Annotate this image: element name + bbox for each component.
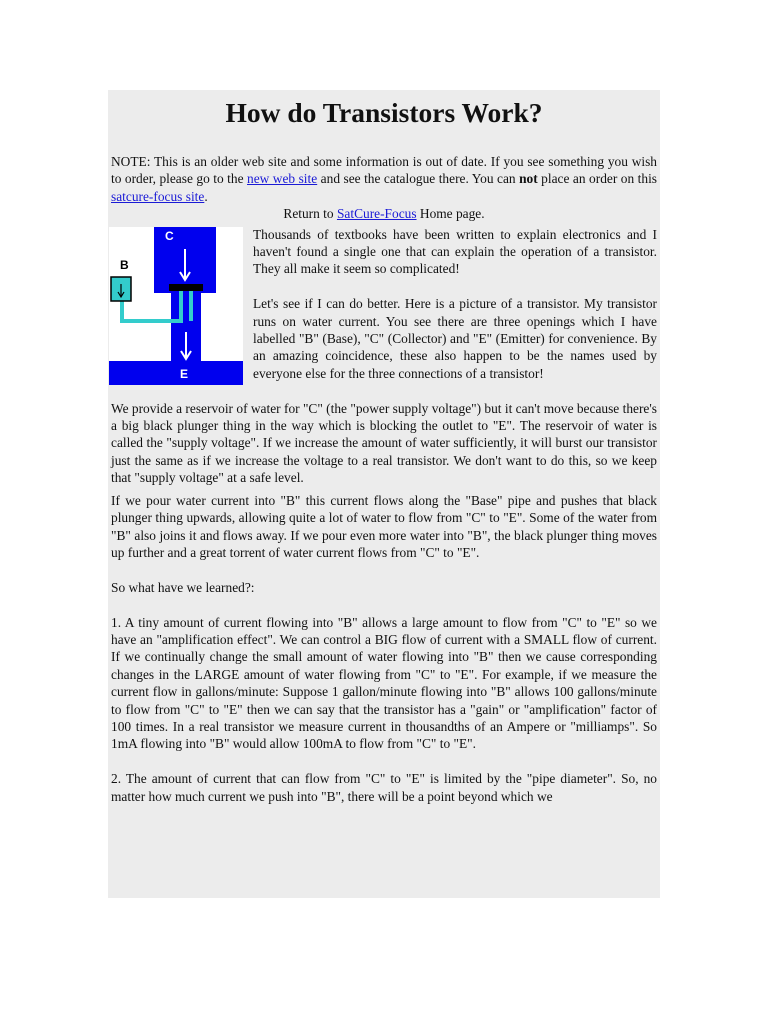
base-pipe-horizontal	[120, 319, 183, 323]
new-web-site-link[interactable]: new web site	[247, 171, 318, 187]
note-text-mid: and see the catalogue there. You can	[317, 171, 520, 187]
emitter-pipe	[109, 361, 243, 385]
satcure-focus-home-link[interactable]: SatCure-Focus	[336, 206, 417, 222]
paragraph-reservoir: We provide a reservoir of water for "C" (the "power supply voltage") but it can't move because there's a big black plunger thing in the way which is blocking the outlet to "E". The reservoir of water is called the "supply voltage". If we increase the amount of water sufficiently, it will burst our transistor just the same as if we increase the voltage to a real transistor. We don't want to do this, so we keep that "supply voltage" at a safe level.	[111, 400, 657, 486]
label-b: B	[120, 257, 129, 272]
plunger-stem-left	[179, 291, 183, 321]
page-title: How do Transistors Work?	[225, 97, 543, 128]
transistor-diagram	[109, 227, 243, 385]
note-text-prefix: NOTE: This is an older web site and some information is out of date. If you see something you wish to order, please go to the	[111, 154, 657, 187]
return-suffix: Home page.	[416, 206, 485, 222]
label-e: E	[180, 366, 189, 381]
paragraph-point-2: 2. The amount of current that can flow from "C" to "E" is limited by the "pipe diameter". So, no matter how much current we push into "B", there will be a point beyond which we	[111, 771, 657, 804]
plunger-stem-right	[189, 291, 193, 321]
page-content	[108, 96, 660, 805]
paragraph-intro: Thousands of textbooks have been written to explain electronics and I haven't found a single one that can explain the operation of a transistor. They all make it seem so complicated!	[253, 226, 657, 277]
note-bold-not: not	[519, 171, 538, 187]
satcure-focus-site-link[interactable]: satcure-focus site	[111, 188, 205, 204]
black-plunger	[169, 284, 203, 291]
note-text-end: .	[204, 188, 208, 204]
paragraph-base-current: If we pour water current into "B" this current flows along the "Base" pipe and pushes that black plunger thing upwards, allowing quite a lot of water to flow from "C" to "E". Some of the water from "B" also joins it and flows away. If we pour even more water into "B", the black plunger thing moves up further and a great torrent of water current flows from "C" to "E".	[111, 492, 657, 560]
return-line	[111, 205, 657, 222]
intro-section	[111, 226, 657, 487]
paragraph-picture: Let's see if I can do better. Here is a picture of a transistor. My transistor runs on water current. You see there are three openings which I have labelled "B" (Base), "C" (Collector) and "E" (Emitter) for convenience. By an amazing coincidence, these also happen to be the names used by everyone else for the three connections of a transistor!	[253, 296, 657, 381]
paragraph-point-1: 1. A tiny amount of current flowing into "B" allows a large amount to flow from "C" to "E" so we have an "amplification effect". We can control a BIG flow of current with a SMALL flow of current. If we continually change the small amount of water flowing into "B" then we cause corresponding changes in the LARGE amount of water flowing from "C" to "E". For example, if we measure the current flow in gallons/minute: Suppose 1 gallon/minute flowing into "B" allows 100 gallons/minute to flow from "C" to "E" then we can say that the transistor has a "gain" or "amplification" factor of 100 times. In a real transistor we measure current in thousandths of an Ampere or "milliamps". So 1mA flowing into "B" would allow 100mA to flow from "C" to "E".	[111, 614, 657, 752]
document-page	[108, 90, 660, 898]
note-text-mid2: place an order on this	[537, 171, 657, 187]
transistor-water-diagram	[109, 227, 243, 385]
paragraph-learned: So what have we learned?:	[111, 579, 255, 595]
return-prefix: Return to	[283, 206, 337, 222]
note-paragraph	[111, 153, 657, 205]
label-c: C	[165, 228, 174, 243]
